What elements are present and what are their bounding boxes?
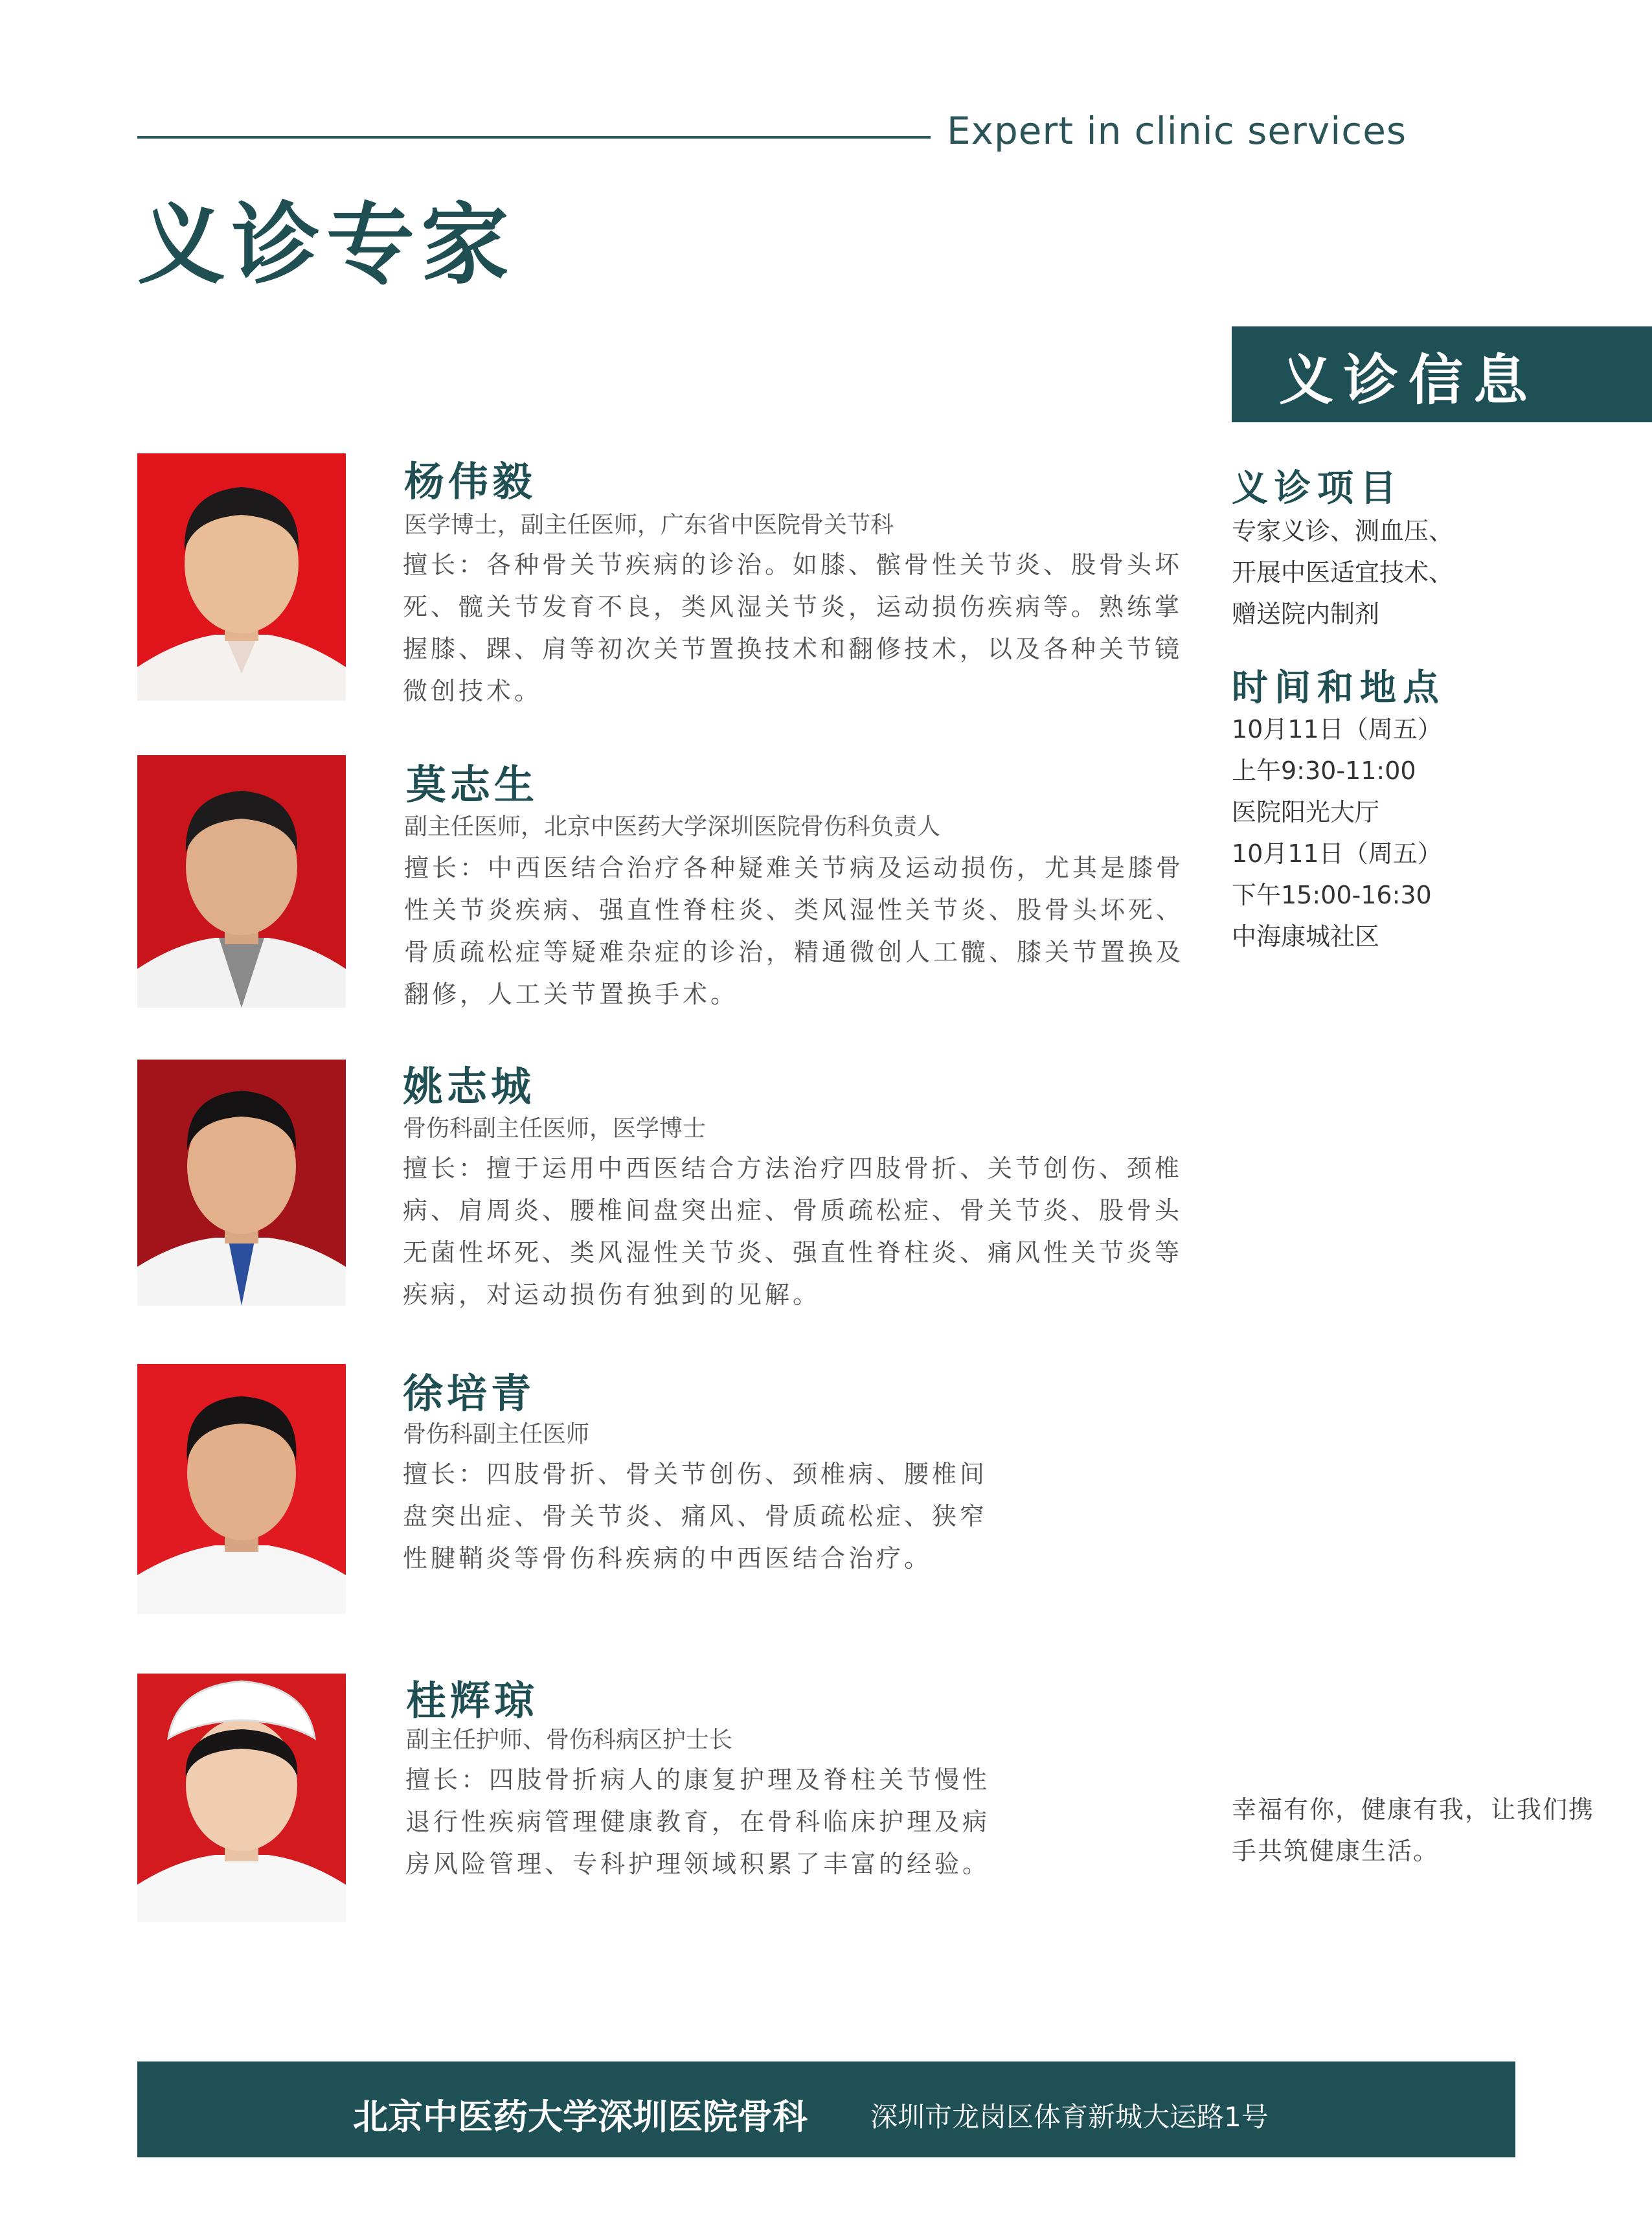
expert-photo-1 [137,453,346,701]
expert-title: 医学博士，副主任医师，广东省中医院骨关节科 [404,512,894,538]
expert-name: 桂辉琼 [406,1677,539,1724]
header-rule [137,136,931,139]
expert-description: 擅长：各种骨关节疾病的诊治。如膝、髌骨性关节炎、股骨头坏死、髋关节发育不良，类风湿关节炎，运动损伤疾病等。熟练掌握膝、踝、肩等初次关节置换技术和翻修技术，以及各种关节镜微创技术。 [403,551,1183,705]
expert-description: 擅长：中西医结合治疗各种疑难关节病及运动损伤，尤其是膝骨性关节炎疾病、强直性脊柱炎、类风湿性关节炎、股骨头坏死、骨质疏松症等疑难杂症的诊治，精通微创人工髋、膝关节置换及翻修，人工关节置换手术。 [404,854,1184,1008]
page-title: 义诊专家 [137,194,515,297]
project-line: 赠送院内制剂 [1232,600,1380,628]
time-place-heading: 时间和地点 [1232,667,1445,709]
expert-title: 骨伤科副主任医师，医学博士 [403,1115,707,1142]
time-line: 上午9:30-11:00 [1232,756,1416,785]
time-line: 10月11日（周五） [1232,839,1442,868]
expert-title: 副主任护师、骨伤科病区护士长 [406,1727,733,1753]
expert-name: 徐培青 [403,1370,536,1417]
expert-description: 擅长：四肢骨折、骨关节创伤、颈椎病、腰椎间盘突出症、骨关节炎、痛风、骨质疏松症、狭窄性腱鞘炎等骨伤科疾病的中西医结合治疗。 [403,1460,988,1573]
expert-name: 莫志生 [406,761,539,808]
time-line: 下午15:00-16:30 [1232,881,1432,909]
project-line: 专家义诊、测血压、 [1232,517,1454,545]
expert-description: 擅长：四肢骨折病人的康复护理及脊柱关节慢性退行性疾病管理健康教育，在骨科临床护理及病房风险管理、专科护理领域积累了丰富的经验。 [405,1766,991,1878]
expert-title: 骨伤科副主任医师 [403,1421,590,1448]
expert-description: 擅长：擅于运用中西医结合方法治疗四肢骨折、关节创伤、颈椎病、肩周炎、腰椎间盘突出症、骨质疏松症、骨关节炎、股骨头无菌性坏死、类风湿性关节炎、强直性脊柱炎、痛风性关节炎等疾病，对运动损伤有独到的见解。 [403,1154,1183,1309]
expert-photo-5 [137,1674,346,1922]
time-line: 10月11日（周五） [1232,715,1442,744]
footer-address: 深圳市龙岗区体育新城大运路1号 [870,2101,1269,2133]
motto-text: 幸福有你，健康有我，让我们携手共筑健康生活。 [1232,1795,1595,1865]
project-line: 开展中医适宜技术、 [1232,558,1454,587]
expert-photo-3 [137,1060,346,1306]
english-subtitle: Expert in clinic services [947,109,1407,153]
expert-name: 杨伟毅 [404,458,537,505]
info-header-title: 义诊信息 [1279,348,1539,412]
footer-bar [137,2061,1515,2157]
expert-title: 副主任医师，北京中医药大学深圳医院骨伤科负责人 [404,813,941,840]
place-line: 医院阳光大厅 [1232,798,1380,826]
place-line: 中海康城社区 [1232,922,1380,951]
expert-name: 姚志城 [403,1063,536,1110]
footer-hospital-name: 北京中医药大学深圳医院骨科 [353,2096,808,2137]
project-heading: 义诊项目 [1232,468,1403,510]
expert-photo-2 [137,755,346,1008]
expert-photo-4 [137,1364,346,1614]
